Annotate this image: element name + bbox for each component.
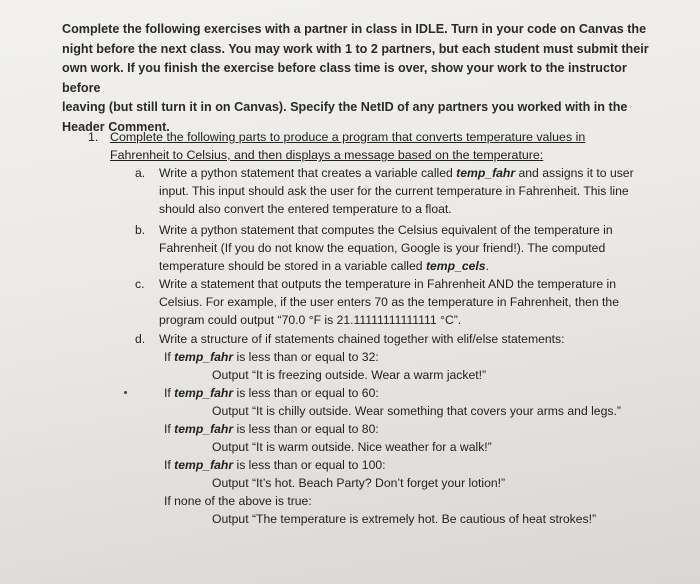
var-temp-fahr: temp_fahr bbox=[174, 422, 234, 436]
output-line: Output “It is freezing outside. Wear a warm jacket!” bbox=[212, 368, 487, 382]
exercise-title-line: Complete the following parts to produce a program that converts temperature values in bbox=[110, 130, 586, 144]
var-temp-fahr: temp_fahr bbox=[174, 350, 234, 364]
part-a-text: Write a python statement that creates a variable called temp_fahr and assigns it to user input. This input should ask the user for the current temperature in Fahrenheit. This line should also convert the entered temperature to a float. bbox=[159, 166, 634, 216]
else-output-line: Output “The temperature is extremely hot. Be cautious of heat strokes!” bbox=[212, 512, 597, 526]
var-temp-fahr: temp_fahr bbox=[174, 386, 234, 400]
bullet-mark bbox=[124, 391, 127, 394]
condition-line: If temp_fahr is less than or equal to 100: bbox=[164, 458, 386, 472]
exercise-title bbox=[110, 128, 620, 164]
part-a-label: a. bbox=[135, 166, 146, 180]
intro-line: own work. If you finish the exercise before class time is over, show your work to the instructor before bbox=[62, 61, 627, 95]
part-d-text: Write a structure of if statements chained together with elif/else statements: bbox=[159, 332, 565, 346]
part-b-label: b. bbox=[135, 223, 146, 237]
var-temp-cels: temp_cels bbox=[425, 259, 486, 273]
intro-line: Complete the following exercises with a partner in class in IDLE. Turn in your code on Canvas the bbox=[62, 22, 647, 36]
output-line: Output “It is chilly outside. Wear something that covers your arms and legs.” bbox=[212, 404, 621, 418]
condition-line: If temp_fahr is less than or equal to 32: bbox=[164, 350, 379, 364]
output-line: Output “It’s hot. Beach Party? Don’t forget your lotion!” bbox=[212, 476, 506, 490]
condition-line: If temp_fahr is less than or equal to 60: bbox=[164, 386, 379, 400]
output-line: Output “It is warm outside. Nice weather for a walk!” bbox=[212, 440, 492, 454]
part-b-text: Write a python statement that computes the Celsius equivalent of the temperature in Fahrenheit (If you do not know the equation, Google is your friend!). The computed temperature should be stored in a variable called temp_cels. bbox=[159, 223, 613, 273]
condition-line: If temp_fahr is less than or equal to 80: bbox=[164, 422, 379, 436]
intro-line: leaving (but still turn it in on Canvas). Specify the NetID of any partners you worked with in the bbox=[62, 100, 628, 115]
exercise-number: 1. bbox=[88, 130, 99, 144]
exercise-title-line: Fahrenheit to Celsius, and then displays a message based on the temperature: bbox=[110, 148, 544, 162]
else-line: If none of the above is true: bbox=[164, 494, 312, 508]
var-temp-fahr: temp_fahr bbox=[456, 166, 516, 180]
part-c-label: c. bbox=[135, 277, 145, 291]
intro-line: Header Comment. bbox=[62, 119, 170, 134]
part-c-text: Write a statement that outputs the temperature in Fahrenheit AND the temperature in Celsius. For example, if the user enters 70 as the temperature in Fahrenheit, then the program could output “70.0 °F is 21.11111111111111 °C”. bbox=[159, 277, 619, 327]
intro-paragraph bbox=[62, 20, 662, 138]
var-temp-fahr: temp_fahr bbox=[174, 458, 234, 472]
part-d-label: d. bbox=[135, 332, 146, 346]
intro-line: night before the next class. You may work with 1 to 2 partners, but each student must submit their bbox=[62, 41, 649, 56]
